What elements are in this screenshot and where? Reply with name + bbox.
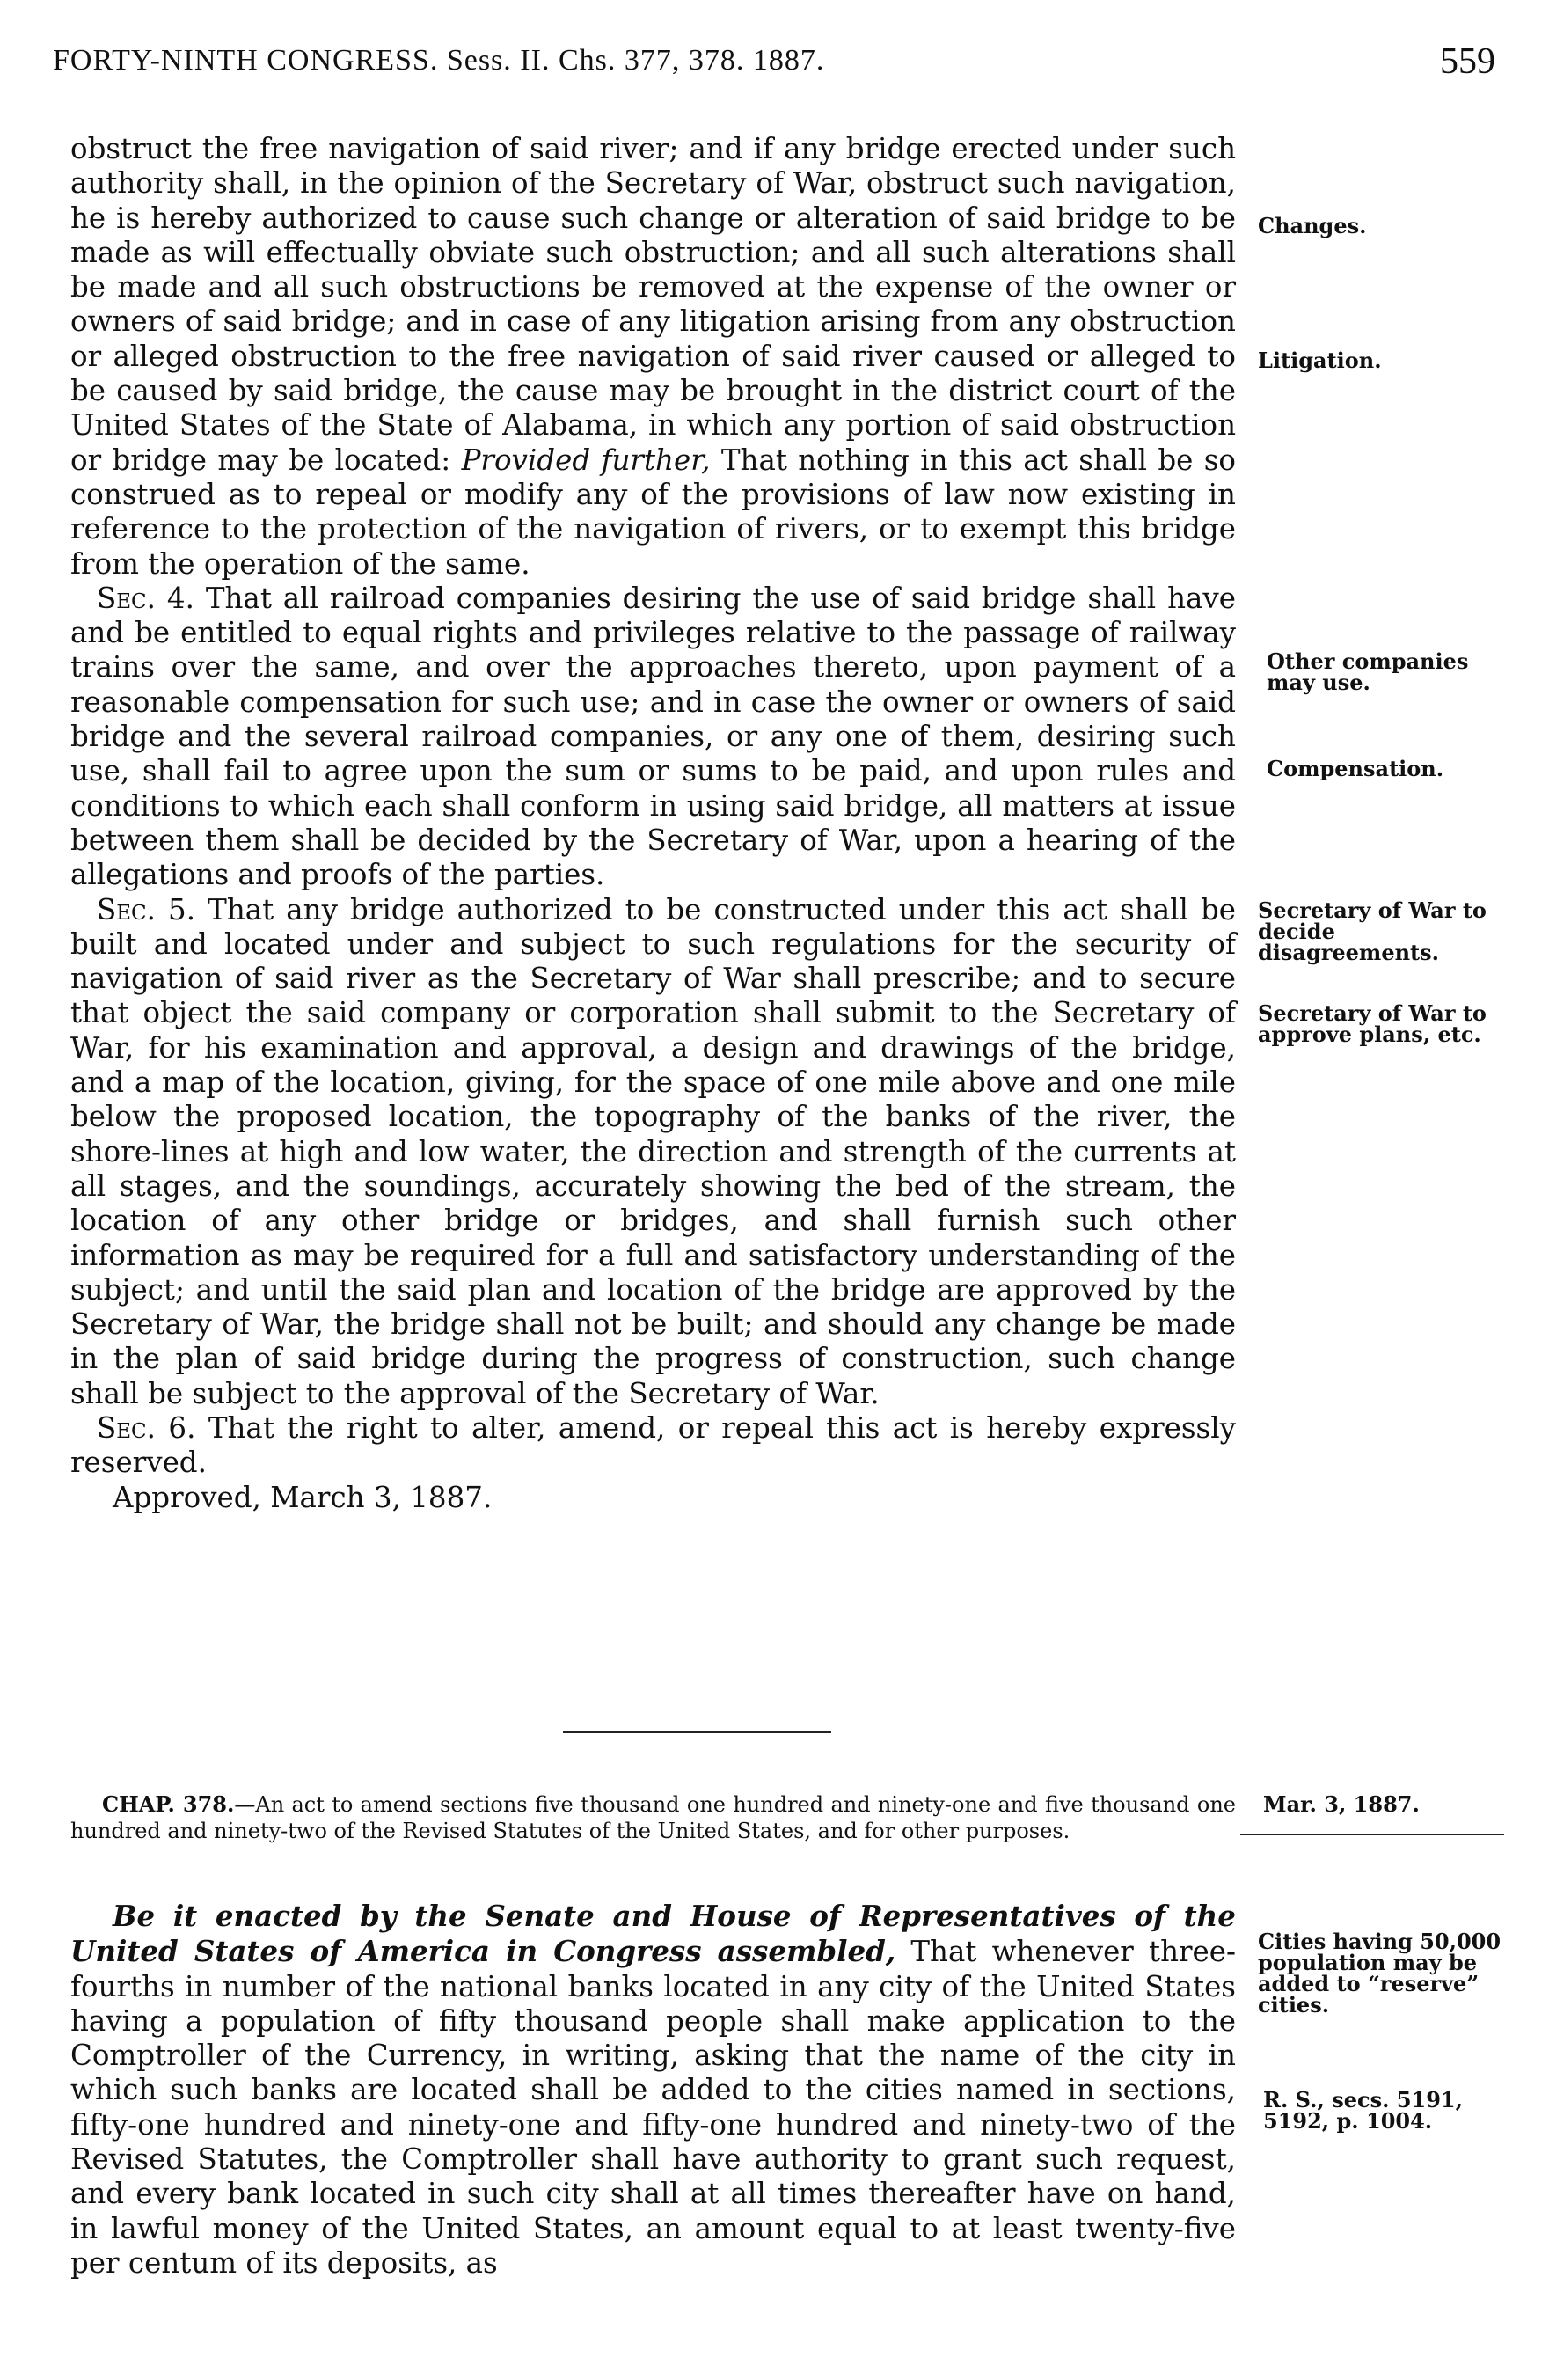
body-text-section-1 bbox=[70, 132, 1236, 1515]
margin-note-cities: Cities having 50,000 population may be added to “reserve” cities. bbox=[1258, 1929, 1502, 2018]
margin-note-other-companies: Other companies may use. bbox=[1267, 648, 1469, 695]
proviso-label: Provided further, bbox=[461, 443, 711, 477]
page-number: 559 bbox=[1440, 41, 1495, 82]
chapter-title: —An act to amend sections five thousand one hundred and ninety-one and five thousand one hundred and ninety-two of the Revised Statutes of the United States, and for other purposes. bbox=[70, 1792, 1236, 1843]
running-title: FORTY-NINTH CONGRESS. Sess. II. Chs. 377, 378. 1887. bbox=[53, 44, 825, 77]
margin-note-date: Mar. 3, 1887. bbox=[1263, 1791, 1420, 1817]
section-label: Sec. 5. bbox=[97, 892, 196, 926]
section-text: That all railroad companies desiring the use of said bridge shall have and be entitled to equal rights and privileges relative to the passage of railway trains over the same, and over the approaches thereto, upon payment of a reasonable compensation for such use; and in case the owner or owners of said bridge and the several railroad companies, or any one of them, desiring such use, shall fail to agree upon the sum or sums to be paid, and upon rules and conditions to which each shall conform in using said bridge, all matters at issue between them shall be decided by the Secretary of War, upon a hearing of the allegations and proofs of the parties. bbox=[70, 581, 1236, 892]
section-4 bbox=[70, 582, 1236, 893]
section-text: That the right to alter, amend, or repeal this act is hereby expressly reserved. bbox=[70, 1410, 1236, 1480]
margin-note-compensation: Compensation. bbox=[1267, 756, 1444, 781]
section-6 bbox=[70, 1411, 1236, 1481]
section-5 bbox=[70, 893, 1236, 1411]
margin-note-rs-reference: R. S., secs. 5191, 5192, p. 1004. bbox=[1263, 2087, 1463, 2134]
paragraph-text-end: That nothing in this act shall be so construed as to repeal or modify any of the provisions of law now existing in reference to the protection of the navigation of rivers, or to exempt this bridge from the operation of the same. bbox=[70, 443, 1236, 581]
chapter-label: CHAP. 378. bbox=[102, 1791, 235, 1817]
margin-note-changes: Changes. bbox=[1258, 213, 1367, 238]
paragraph-text: obstruct the free navigation of said river; and if any bridge erected under such authority shall, in the opinion of the Secretary of War, obstruct such navigation, he is hereby authorized to cause such change or alteration of said bridge to be made as will effectually obviate such obstruction; and all such alterations shall be made and all such obstructions be removed at the expense of the owner or owners of said bridge; and in case of any litigation arising from any obstruction or alleged obstruction to the free navigation of said river caused or alleged to be caused by said bridge, the cause may be brought in the district court of the United States of the State of Alabama, in which any portion of said obstruction or bridge may be located: bbox=[70, 132, 1236, 477]
margin-note-litigation: Litigation. bbox=[1258, 348, 1382, 373]
body-text-chapter-378 bbox=[70, 1899, 1236, 2281]
paragraph-continuation bbox=[70, 132, 1236, 582]
chapter-heading bbox=[70, 1791, 1236, 1844]
page-header bbox=[53, 41, 1495, 88]
approval-line: Approved, March 3, 1887. bbox=[113, 1480, 493, 1514]
margin-date-rule bbox=[1240, 1834, 1504, 1835]
enacting-clause: Be it enacted by the Senate and House of Representatives of the United States of America in Congress assembled, bbox=[70, 1899, 1236, 1969]
margin-note-secretary-plans: Secretary of War to approve plans, etc. bbox=[1258, 1000, 1487, 1047]
enacting-paragraph bbox=[70, 1899, 1236, 2281]
section-divider bbox=[563, 1731, 831, 1733]
section-label: Sec. 6. bbox=[97, 1410, 196, 1445]
section-label: Sec. 4. bbox=[97, 581, 194, 615]
chapter-text: That whenever three-fourths in number of the national banks located in any city of the United States having a population of fifty thousand people shall make application to the Comptroller of the Currency, in writing, asking that the name of the city in which such banks are located shall be added to the cities named in sections, fifty-one hundred and ninety-one and fifty-one hundred and ninety-two of the Revised Statutes, the Comptroller shall have authority to grant such request, and every bank located in such city shall at all times thereafter have on hand, in lawful money of the United States, an amount equal to at least twenty-five per centum of its deposits, as bbox=[70, 1935, 1236, 2280]
section-text: That any bridge authorized to be constructed under this act shall be built and located under and subject to such regulations for the security of navigation of said river as the Secretary of War shall prescribe; and to secure that object the said company or corporation shall submit to the Secretary of War, for his examination and approval, a design and drawings of the bridge, and a map of the location, giving, for the space of one mile above and one mile below the proposed location, the topography of the banks of the river, the shore-lines at high and low water, the direction and strength of the currents at all stages, and the soundings, accurately showing the bed of the stream, the location of any other bridge or bridges, and shall furnish such other information as may be required for a full and satisfactory understanding of the subject; and until the said plan and location of the bridge are approved by the Secretary of War, the bridge shall not be built; and should any change be made in the plan of said bridge during the progress of construction, such change shall be subject to the approval of the Secretary of War. bbox=[70, 892, 1236, 1410]
margin-note-secretary-disagreements: Secretary of War to decide disagreements. bbox=[1258, 897, 1487, 965]
